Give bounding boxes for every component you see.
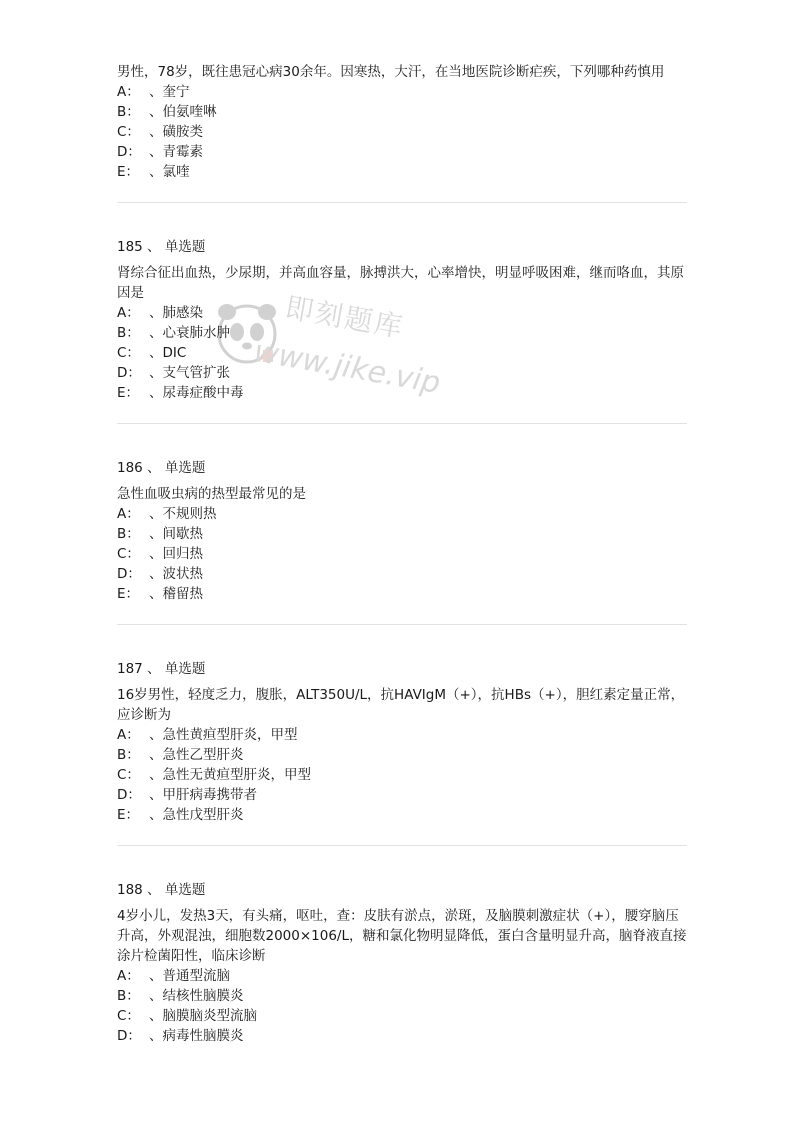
divider	[117, 202, 687, 203]
option-label: B：	[117, 747, 140, 763]
watermark-url: www.jike.vip	[251, 333, 444, 402]
option-e	[117, 805, 687, 825]
option-text: 、急性戊型肝炎	[149, 807, 244, 823]
option-label: C：	[117, 1008, 140, 1024]
option-label: A：	[117, 506, 140, 522]
option-a	[117, 303, 687, 323]
option-label: A：	[117, 305, 140, 321]
question-header: 187 、 单选题	[117, 661, 206, 677]
option-text: 、急性乙型肝炎	[149, 747, 244, 763]
option-label: D：	[117, 144, 141, 160]
option-text: 、尿毒症酸中毒	[149, 385, 244, 401]
option-d	[117, 564, 687, 584]
option-c	[117, 765, 687, 785]
option-c	[117, 343, 687, 363]
option-text: 、病毒性脑膜炎	[149, 1028, 244, 1044]
option-text: 、支气管扩张	[149, 365, 230, 381]
option-label: A：	[117, 727, 140, 743]
option-d	[117, 363, 687, 383]
option-label: B：	[117, 325, 140, 341]
question-header: 188 、 单选题	[117, 882, 206, 898]
question-stem: 急性血吸虫病的热型最常见的是	[117, 486, 306, 502]
option-b	[117, 524, 687, 544]
divider	[117, 423, 687, 424]
option-label: D：	[117, 566, 141, 582]
divider	[117, 845, 687, 846]
option-text: 、急性无黄疸型肝炎，甲型	[149, 767, 311, 783]
option-text: 、心衰肺水肿	[149, 325, 230, 341]
option-label: B：	[117, 988, 140, 1004]
option-e	[117, 162, 687, 182]
question-stem: 男性，78岁，既往患冠心病30余年。因寒热，大汗，在当地医院诊断疟疾，下列哪种药慎用	[117, 64, 665, 80]
option-label: E：	[117, 586, 140, 602]
option-e	[117, 584, 687, 604]
question-stem: 16岁男性，轻度乏力，腹胀，ALT350U/L，抗HAVIgM（+），抗HBs（+），胆红素定量正常，应诊断为	[117, 687, 685, 723]
question-stem: 4岁小儿，发热3天，有头痛，呕吐，查：皮肤有淤点，淤斑，及脑膜刺激症状（+），腰穿脑压升高，外观混浊，细胞数2000×106/L，糖和氯化物明显降低，蛋白含量明显升高，脑脊液直接涂片检菌阳性，临床诊断	[117, 908, 687, 964]
option-c	[117, 544, 687, 564]
question-stem: 肾综合征出血热，少尿期，并高血容量，脉搏洪大，心率增快，明显呼吸困难，继而咯血，其原因是	[117, 265, 684, 301]
option-text: 、氯喹	[149, 164, 190, 180]
document-page	[117, 62, 687, 1046]
option-label: B：	[117, 526, 140, 542]
option-text: 、普通型流脑	[149, 968, 230, 984]
option-label: E：	[117, 164, 140, 180]
option-text: 、DIC	[149, 345, 187, 361]
option-text: 、青霉素	[149, 144, 203, 160]
question-block	[117, 237, 687, 403]
option-a	[117, 966, 687, 986]
option-label: C：	[117, 345, 140, 361]
option-d	[117, 785, 687, 805]
question-header: 185 、 单选题	[117, 239, 206, 255]
option-label: C：	[117, 546, 140, 562]
option-label: E：	[117, 385, 140, 401]
option-text: 、伯氨喹啉	[149, 104, 217, 120]
option-label: D：	[117, 1028, 141, 1044]
option-b	[117, 745, 687, 765]
option-c	[117, 1006, 687, 1026]
question-header: 186 、 单选题	[117, 460, 206, 476]
option-label: B：	[117, 104, 140, 120]
question-block	[117, 458, 687, 604]
option-label: A：	[117, 84, 140, 100]
watermark-brand: 即刻题库	[282, 290, 407, 345]
option-b	[117, 986, 687, 1006]
option-label: C：	[117, 124, 140, 140]
option-text: 、稽留热	[149, 586, 203, 602]
option-b	[117, 323, 687, 343]
option-text: 、肺感染	[149, 305, 203, 321]
option-d	[117, 1026, 687, 1046]
option-label: D：	[117, 787, 141, 803]
option-text: 、脑膜脑炎型流脑	[149, 1008, 257, 1024]
option-label: E：	[117, 807, 140, 823]
option-b	[117, 102, 687, 122]
option-text: 、间歇热	[149, 526, 203, 542]
option-d	[117, 142, 687, 162]
option-text: 、磺胺类	[149, 124, 203, 140]
option-label: D：	[117, 365, 141, 381]
option-text: 、急性黄疸型肝炎，甲型	[149, 727, 298, 743]
option-a	[117, 725, 687, 745]
option-label: C：	[117, 767, 140, 783]
option-text: 、奎宁	[149, 84, 190, 100]
option-text: 、不规则热	[149, 506, 217, 522]
question-block	[117, 62, 687, 182]
option-a	[117, 504, 687, 524]
option-a	[117, 82, 687, 102]
divider	[117, 624, 687, 625]
option-text: 、波状热	[149, 566, 203, 582]
option-label: A：	[117, 968, 140, 984]
option-text: 、结核性脑膜炎	[149, 988, 244, 1004]
option-text: 、甲肝病毒携带者	[149, 787, 257, 803]
option-text: 、回归热	[149, 546, 203, 562]
question-block	[117, 880, 687, 1046]
question-block	[117, 659, 687, 825]
option-e	[117, 383, 687, 403]
option-c	[117, 122, 687, 142]
